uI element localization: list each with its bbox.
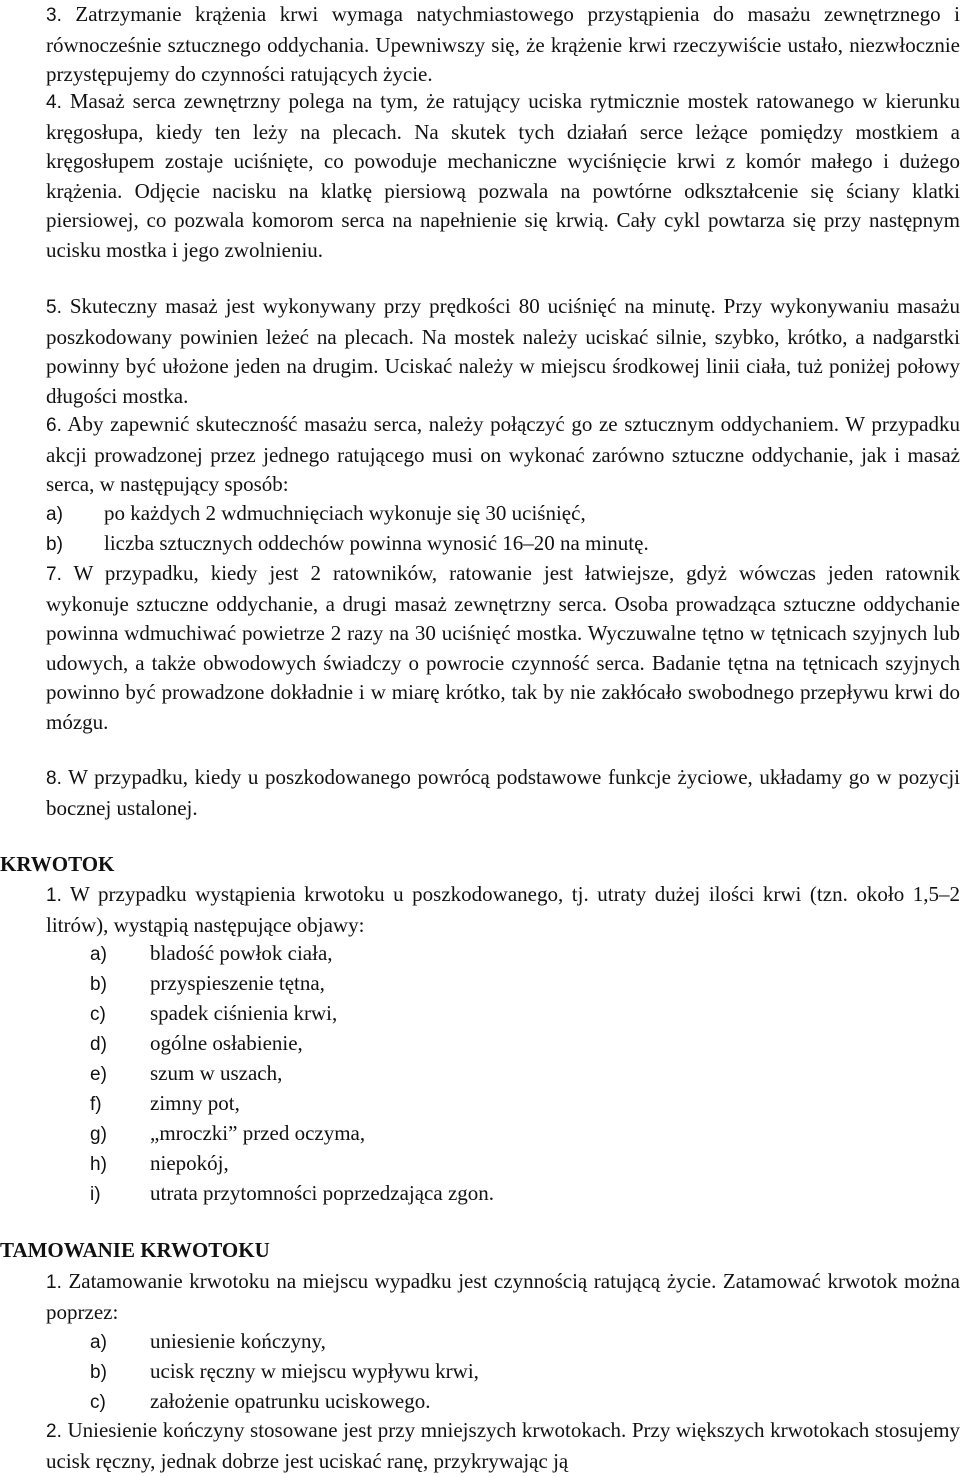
paragraph-number: 4.	[46, 92, 62, 113]
list-item-text: ucisk ręczny w miejscu wypływu krwi,	[150, 1359, 479, 1383]
list-item-text: uniesienie kończyny,	[150, 1329, 326, 1353]
symptom-item	[90, 939, 960, 970]
list-item-label: b)	[90, 974, 107, 995]
paragraph-3	[46, 0, 960, 90]
paragraph-6	[46, 410, 960, 500]
symptom-item	[90, 999, 960, 1030]
paragraph-number: 8.	[46, 768, 62, 789]
paragraph-text: Masaż serca zewnętrzny polega na tym, że ratujący uciska rytmicznie mostek ratowanego w kierunku kręgosłupa, kiedy ten leży na plecach. Na skutek tych działań serce leżące pomiędzy mostkiem a kręgosłupem zostaje uciśnięte, co powoduje mechaniczne wyciśnięcie krwi z komór małego i dużego krążenia. Odjęcie nacisku na klatkę piersiową pozwala na powtórne odkształcenie się ściany klatki piersiowej, co pozwala komorom serca na napełnienie się krwią. Cały cykl powtarza się przy następnym ucisku mostka i jego zwolnieniu.	[46, 89, 960, 262]
list-item-label: e)	[90, 1064, 107, 1085]
list-item-label: h)	[90, 1154, 107, 1175]
list-item	[46, 499, 960, 530]
symptom-item	[90, 1179, 960, 1210]
paragraph-text: Uniesienie kończyny stosowane jest przy mniejszych krwotokach. Przy większych krwotokach stosujemy ucisk ręczny, jednak dobrze jest uciskać ranę, przykrywając ją	[46, 1418, 960, 1473]
paragraph-8	[46, 763, 960, 823]
list-item-label: i)	[90, 1184, 101, 1205]
paragraph-number: 3.	[46, 5, 62, 26]
list-item-text: po każdych 2 wdmuchnięciach wykonuje się 30 uciśnięć,	[104, 501, 586, 525]
list-item-text: „mroczki” przed oczyma,	[150, 1121, 366, 1145]
tamowanie-paragraph-1	[46, 1267, 960, 1327]
paragraph-number: 5.	[46, 297, 62, 318]
list-item-label: f)	[90, 1094, 102, 1115]
symptom-item	[90, 1119, 960, 1150]
list-item-text: przyspieszenie tętna,	[150, 971, 325, 995]
method-item	[90, 1387, 960, 1418]
paragraph-text: Zatamowanie krwotoku na miejscu wypadku jest czynnością ratującą życie. Zatamować krwotok można poprzez:	[46, 1269, 960, 1324]
paragraph-number: 7.	[46, 564, 62, 585]
list-item-label: b)	[46, 534, 63, 555]
list-item-text: spadek ciśnienia krwi,	[150, 1001, 338, 1025]
krwotok-paragraph-1	[46, 880, 960, 940]
list-item-label: g)	[90, 1124, 107, 1145]
paragraph-number: 6.	[46, 415, 62, 436]
list-item-label: c)	[90, 1392, 106, 1413]
list-item-label: c)	[90, 1004, 106, 1025]
symptom-item	[90, 1149, 960, 1180]
tamowanie-paragraph-2	[46, 1416, 960, 1476]
method-item	[90, 1357, 960, 1388]
paragraph-text: Aby zapewnić skuteczność masażu serca, należy połączyć go ze sztucznym oddychaniem. W przypadku akcji prowadzonej przez jednego ratującego musi on wykonać zarówno sztuczne oddychanie, jak i masaż serca, w następujący sposób:	[46, 412, 960, 496]
list-item-text: liczba sztucznych oddechów powinna wynosić 16–20 na minutę.	[104, 531, 649, 555]
list-item-text: szum w uszach,	[150, 1061, 283, 1085]
list-item-text: bladość powłok ciała,	[150, 941, 333, 965]
list-item-label: b)	[90, 1362, 107, 1383]
section-heading-tamowanie: TAMOWANIE KRWOTOKU	[0, 1238, 270, 1262]
paragraph-number: 1.	[46, 885, 62, 906]
paragraph-number: 1.	[46, 1272, 62, 1293]
list-item-text: utrata przytomności poprzedzająca zgon.	[150, 1181, 495, 1205]
symptom-item	[90, 1029, 960, 1060]
list-item-label: a)	[90, 944, 107, 965]
list-item-label: d)	[90, 1034, 107, 1055]
paragraph-text: W przypadku, kiedy u poszkodowanego powrócą podstawowe funkcje życiowe, układamy go w pozycji bocznej ustalonej.	[46, 765, 960, 820]
paragraph-text: Zatrzymanie krążenia krwi wymaga natychmiastowego przystąpienia do masażu zewnętrznego i równocześnie sztucznego oddychania. Upewniwszy się, że krążenie krwi rzeczywiście ustało, niezwłocznie przystępujemy do czynności ratujących życie.	[46, 2, 960, 86]
paragraph-number: 2.	[46, 1421, 62, 1442]
list-item-text: założenie opatrunku uciskowego.	[150, 1389, 431, 1413]
list-item	[46, 529, 960, 560]
paragraph-text: Skuteczny masaż jest wykonywany przy prędkości 80 uciśnięć na minutę. Przy wykonywaniu masażu poszkodowany powinien leżeć na plecach. Na mostek należy uciskać silnie, szybko, krótko, a nadgarstki powinny być ułożone jeden na drugim. Uciskać należy w miejscu środkowej linii ciała, tuż poniżej połowy długości mostka.	[46, 294, 960, 408]
paragraph-text: W przypadku wystąpienia krwotoku u poszkodowanego, tj. utraty dużej ilości krwi (tzn. około 1,5–2 litrów), wystąpią następujące objawy:	[46, 882, 960, 937]
symptom-item	[90, 1089, 960, 1120]
paragraph-text: W przypadku, kiedy jest 2 ratowników, ratowanie jest łatwiejsze, gdyż wówczas jeden ratownik wykonuje sztuczne oddychanie, a drugi masaż zewnętrzny serca. Osoba prowadząca sztuczne oddychanie powinna wdmuchiwać powietrze 2 razy na 30 uciśnięć mostka. Wyczuwalne tętno w tętnicach szyjnych lub udowych, a także obwodowych świadczy o powrocie czynność serca. Badanie tętna na tętnicach szyjnych powinno być prowadzone dokładnie i w miarę krótko, tak by nie zakłócało swobodnego przepływu krwi do mózgu.	[46, 561, 960, 734]
paragraph-7	[46, 559, 960, 737]
list-item-label: a)	[46, 504, 63, 525]
list-item-label: a)	[90, 1332, 107, 1353]
symptom-item	[90, 1059, 960, 1090]
list-item-text: ogólne osłabienie,	[150, 1031, 303, 1055]
paragraph-4	[46, 87, 960, 265]
list-item-text: niepokój,	[150, 1151, 229, 1175]
method-item	[90, 1327, 960, 1358]
paragraph-5	[46, 292, 960, 411]
list-item-text: zimny pot,	[150, 1091, 240, 1115]
section-heading-krwotok: KRWOTOK	[0, 852, 115, 876]
symptom-item	[90, 969, 960, 1000]
